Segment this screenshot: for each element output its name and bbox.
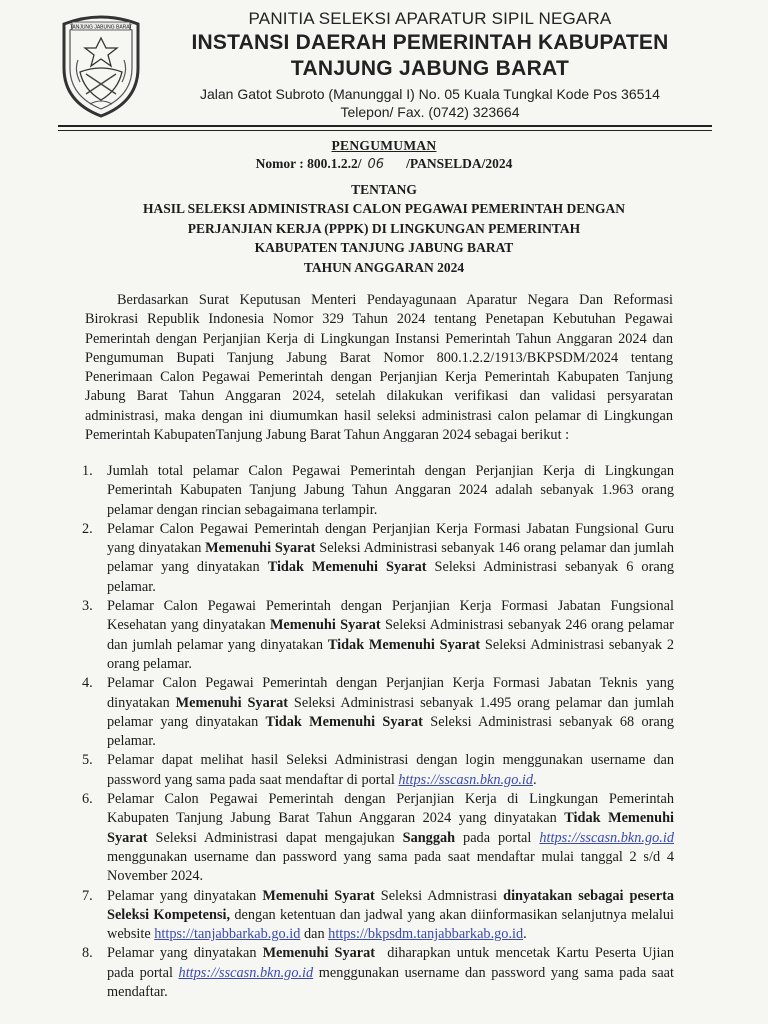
status-not-qualified: Tidak Memenuhi Syarat <box>107 810 675 846</box>
list-item <box>82 674 674 751</box>
status-qualified: Memenuhi Syarat <box>205 540 316 557</box>
item-text: Seleksi Administrasi dapat mengajukan <box>147 829 403 846</box>
list-item <box>82 520 674 597</box>
item-text: Pelamar yang dinyatakan <box>107 887 263 904</box>
announcement-subject <box>0 199 768 277</box>
list-item <box>82 790 674 886</box>
list-item <box>82 462 674 520</box>
item-text: Pelamar Calon Pegawai Pemerintah dengan Perjanjian Kerja di Lingkungan Pemerintah Kabupaten Tanjung Jabung Barat Tahun Anggaran 2024 yang dinyatakan <box>107 791 674 827</box>
announcement-title: PENGUMUMAN <box>331 138 437 153</box>
sscasn-portal-link[interactable]: https://sscasn.bkn.go.id <box>398 771 534 788</box>
item-number: 3. <box>82 598 93 615</box>
item-text: Seleksi Administrasi sebanyak 1.495 orang pelamar dan jumlah pelamar yang dinyatakan <box>107 694 674 730</box>
letterhead-divider-thick <box>58 125 712 127</box>
office-address: Jalan Gatot Subroto (Manunggal I) No. 05 Kuala Tungkal Kode Pos 36514 <box>200 86 660 102</box>
item-text: pada portal <box>455 829 540 846</box>
committee-name: PANITIA SELEKSI APARATUR SIPIL NEGARA <box>248 9 612 28</box>
status-qualified: Memenuhi Syarat <box>262 887 375 904</box>
item-text: menggunakan username dan password yang sama pada saat mendaftar. <box>107 964 674 1001</box>
logo-label: TANJUNG JABUNG BARAT <box>69 24 133 31</box>
number-suffix: /PANSELDA/2024 <box>406 156 513 171</box>
item-text: dan <box>300 926 329 943</box>
item-text: menggunakan username dan password yang sama pada saat mendaftar mulai tanggal 2 s/d 4 November 2024. <box>107 848 674 885</box>
status-not-qualified: Tidak Memenuhi Syarat <box>327 636 481 653</box>
item-text: Seleksi Administrasi sebanyak 2 orang pelamar. <box>107 636 675 672</box>
item-text: . <box>533 771 537 788</box>
intro-paragraph: Berdasarkan Surat Keputusan Menteri Pendayagunaan Aparatur Negara Dan Reformasi Birokrasi Republik Indonesia Nomor 329 Tahun 2024 tentang Penetapan Kebutuhan Pegawai Pemerintah dengan Perjanjian Kerja di Lingkungan Instansi Pemerintah Tahun Anggaran 2024 dan Pengumuman Bupati Tanjung Jabung Barat Nomor 800.1.2.2/1913/BKPSDM/2024 tentang Penerimaan Calon Pegawai Pemerintah dengan Perjanjian Kerja Pemerintah Kabupaten Tanjung Jabung Barat Tahun Anggaran 2024, setelah dilakukan verifikasi dan validasi persyaratan administrasi, maka dengan ini diumumkan hasil seleksi administrasi calon pelamar di Lingkungan Pemerintah KabupatenTanjung Jabung Barat Tahun Anggaran 2024 sebagai berikut : <box>85 292 673 444</box>
subject-line: HASIL SELEKSI ADMINISTRASI CALON PEGAWAI PEMERINTAH DENGAN <box>142 201 626 216</box>
tanjabbarkab-website-link[interactable]: https://tanjabbarkab.go.id <box>154 926 301 943</box>
letterhead <box>0 0 768 132</box>
item-text: Pelamar Calon Pegawai Pemerintah dengan Perjanjian Kerja Formasi Jabatan Fungsional Guru yang dinyatakan <box>107 520 674 557</box>
announcement-about: TENTANG <box>351 182 417 197</box>
item-text: Pelamar dapat melihat hasil Seleksi Administrasi dengan login menggunakan username dan password yang sama pada saat mendaftar di portal <box>107 752 674 788</box>
office-phone: Telepon/ Fax. (0742) 323664 <box>340 104 520 120</box>
letterhead-divider-thin <box>58 130 712 131</box>
subject-line: TAHUN ANGGARAN 2024 <box>303 259 465 275</box>
item-text: Seleksi Administrasi sebanyak 146 orang pelamar dan jumlah pelamar yang dinyatakan <box>107 540 674 576</box>
item-text: Seleksi Admnistrasi <box>374 887 504 904</box>
item-number: 5. <box>82 752 93 769</box>
item-text: Pelamar Calon Pegawai Pemerintah dengan Perjanjian Kerja Formasi Jabatan Teknis yang dinyatakan <box>107 675 674 711</box>
item-text: Pelamar yang dinyatakan <box>107 945 263 962</box>
list-item <box>82 887 674 945</box>
item-text: Pelamar Calon Pegawai Pemerintah dengan Perjanjian Kerja Formasi Jabatan Fungsional Kesehatan yang dinyatakan <box>107 598 674 634</box>
item-text: Seleksi Administrasi sebanyak 6 orang pelamar. <box>107 559 674 595</box>
item-number: 4. <box>82 675 93 692</box>
objection-label: Sanggah <box>402 829 456 846</box>
status-qualified: Memenuhi Syarat <box>269 617 381 634</box>
item-number: 1. <box>82 463 93 479</box>
list-item <box>82 597 674 674</box>
letterhead-text <box>150 8 710 121</box>
regency-coat-of-arms-logo <box>56 10 146 118</box>
number-handwritten: 06 <box>367 157 385 172</box>
item-text: diharapkan untuk mencetak Kartu Peserta Ujian pada portal <box>107 945 678 981</box>
item-number: 6. <box>82 791 93 808</box>
region-name: TANJUNG JABUNG BARAT <box>290 57 570 80</box>
list-item <box>82 751 674 790</box>
item-text: . <box>523 926 527 943</box>
item-text: Seleksi Administrasi sebanyak 68 orang pelamar. <box>107 713 675 750</box>
item-text: Jumlah total pelamar Calon Pegawai Pemerintah dengan Perjanjian Kerja di Lingkungan Pemerintah Kabupaten Tanjung Jabung Tahun Anggaran 2024 adalah sebanyak 1.963 orang pelamar dengan rincian sebagaimana terlampir. <box>107 463 674 518</box>
status-qualified: Memenuhi Syarat <box>175 694 288 711</box>
number-prefix: Nomor : 800.1.2.2/ <box>255 156 362 171</box>
item-number: 7. <box>82 887 93 904</box>
item-text: dengan ketentuan dan jadwal yang akan diinformasikan selanjutnya melalui website <box>107 906 674 943</box>
item-number: 8. <box>82 945 93 962</box>
agency-name: INSTANSI DAERAH PEMERINTAH KABUPATEN <box>191 31 669 54</box>
announcement-number <box>0 156 768 172</box>
item-number: 2. <box>82 520 93 537</box>
item-text: Seleksi Administrasi sebanyak 246 orang pelamar dan jumlah pelamar yang dinyatakan <box>107 617 675 653</box>
subject-line: KABUPATEN TANJUNG JABUNG BARAT <box>254 240 514 255</box>
status-not-qualified: Tidak Memenuhi Syarat <box>265 713 423 730</box>
status-not-qualified: Tidak Memenuhi Syarat <box>267 559 427 576</box>
competency-participant-note: dinyatakan sebagai peserta Seleksi Kompetensi, <box>107 887 674 923</box>
status-qualified: Memenuhi Syarat <box>262 945 376 962</box>
sscasn-portal-link[interactable]: https://sscasn.bkn.go.id <box>539 829 674 846</box>
result-points-list <box>82 462 678 1002</box>
bkpsdm-website-link[interactable]: https://bkpsdm.tanjabbarkab.go.id <box>328 926 524 943</box>
subject-line: PERJANJIAN KERJA (PPPK) DI LINGKUNGAN PEMERINTAH <box>187 220 581 236</box>
list-item <box>82 944 678 1002</box>
sscasn-portal-link[interactable]: https://sscasn.bkn.go.id <box>178 964 314 981</box>
